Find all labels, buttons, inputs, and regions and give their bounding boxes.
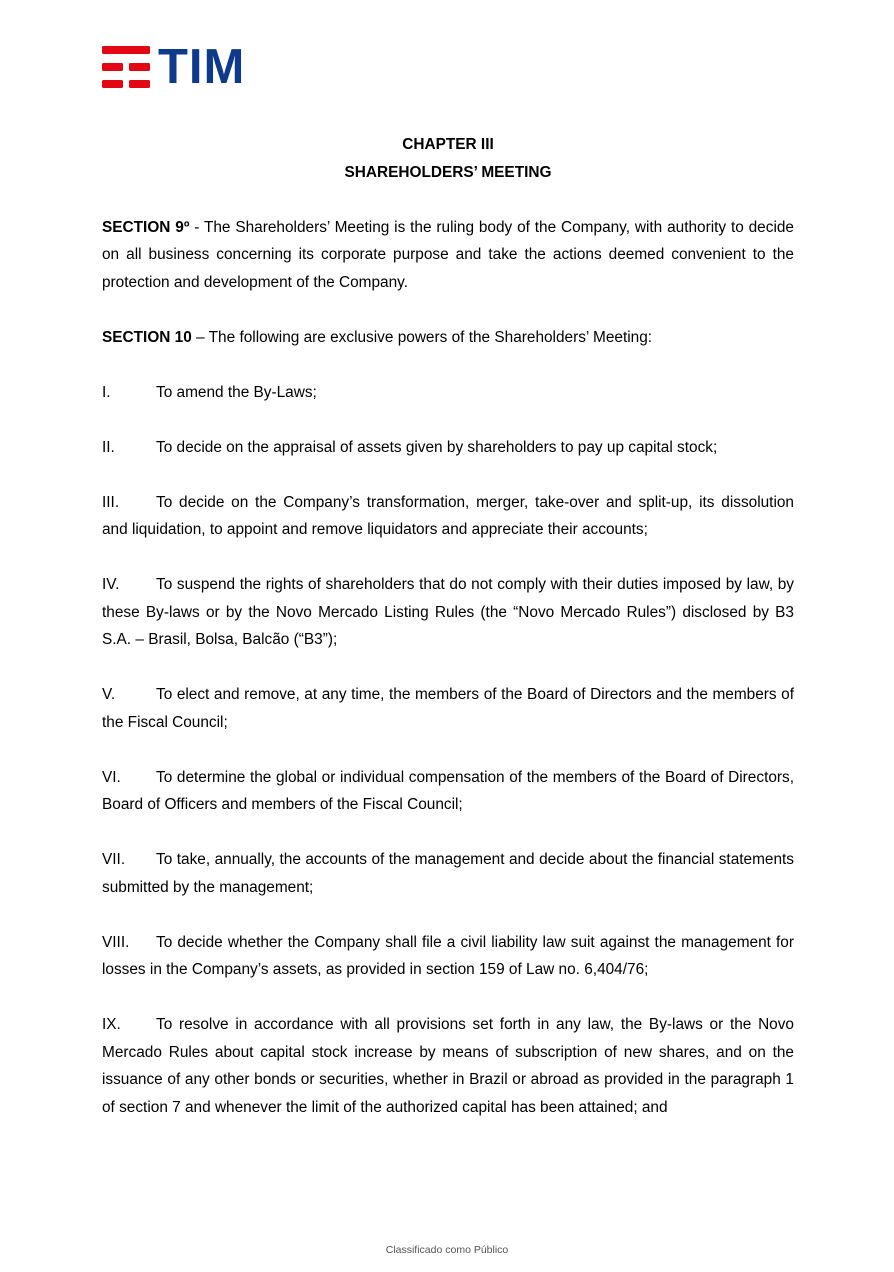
list-item-text: To decide on the appraisal of assets given by shareholders to pay up capital stock; xyxy=(156,438,718,456)
list-item-number: VI. xyxy=(102,768,121,786)
chapter-number: CHAPTER III xyxy=(402,136,494,153)
document-body xyxy=(102,131,794,1121)
tim-logo-mark-icon xyxy=(102,46,150,88)
list-item xyxy=(102,489,794,544)
list-item-number: IX. xyxy=(102,1016,121,1033)
list-item xyxy=(102,434,794,462)
list-item-number: I. xyxy=(102,383,111,401)
chapter-title: SHAREHOLDERS’ MEETING xyxy=(344,163,552,181)
list-item-number: III. xyxy=(102,493,120,511)
list-item xyxy=(102,379,794,407)
list-item-text: To elect and remove, at any time, the members of the Board of Directors and the members of the Fiscal Council; xyxy=(102,686,794,731)
section-10-text: – The following are exclusive powers of the Shareholders’ Meeting: xyxy=(191,328,653,346)
list-item xyxy=(102,764,794,819)
list-item-number: V. xyxy=(102,686,116,703)
section-10-label: SECTION 10 xyxy=(102,328,192,346)
section-9-label: SECTION 9º xyxy=(102,218,190,236)
list-item-text: To determine the global or individual compensation of the members of the Board of Directors, Board of Officers and members of the Fiscal Council; xyxy=(102,768,794,813)
list-item xyxy=(102,571,794,654)
list-item-text: To resolve in accordance with all provisions set forth in any law, the By-laws or the Novo Mercado Rules about capital stock increase by means of subscription of new shares, and on the issuance of any other bonds or securities, whether in Brazil or abroad as provided in the paragraph 1 of section 7 and whenever the limit of the authorized capital has been attained; and xyxy=(102,1016,794,1116)
list-item-text: To decide on the Company’s transformation, merger, take-over and split-up, its dissolution and liquidation, to appoint and remove liquidators and appreciate their accounts; xyxy=(102,493,794,538)
list-item xyxy=(102,929,794,984)
list-item-text: To suspend the rights of shareholders that do not comply with their duties imposed by law, by these By-laws or by the Novo Mercado Listing Rules (the “Novo Mercado Rules”) disclosed by B3 S.A. – Brasil, Bolsa, Balcão (“B3”); xyxy=(102,576,794,648)
section-9-text: - The Shareholders’ Meeting is the ruling body of the Company, with authority to decide on all business concerning its corporate purpose and take the actions deemed convenient to the protection and development of the Company. xyxy=(102,218,794,291)
section-10-paragraph xyxy=(102,324,794,352)
list-item-text: To take, annually, the accounts of the management and decide about the financial statements submitted by the management; xyxy=(102,851,794,896)
list-item xyxy=(102,681,794,736)
list-item-number: VII. xyxy=(102,851,126,868)
list-item xyxy=(102,1011,794,1121)
list-item-text: To amend the By-Laws; xyxy=(156,383,317,401)
tim-logo xyxy=(102,40,246,94)
tim-logo-text: TIM xyxy=(158,40,246,94)
list-item xyxy=(102,846,794,901)
list-item-text: To decide whether the Company shall file a civil liability law suit against the management for losses in the Company’s assets, as provided in section 159 of Law no. 6,404/76; xyxy=(102,933,794,978)
list-item-number: VIII. xyxy=(102,933,130,951)
list-item-number: IV. xyxy=(102,576,120,593)
classification-footer: Classificado como Público xyxy=(385,1244,509,1256)
list-item-number: II. xyxy=(102,438,115,456)
section-9-paragraph xyxy=(102,214,794,297)
